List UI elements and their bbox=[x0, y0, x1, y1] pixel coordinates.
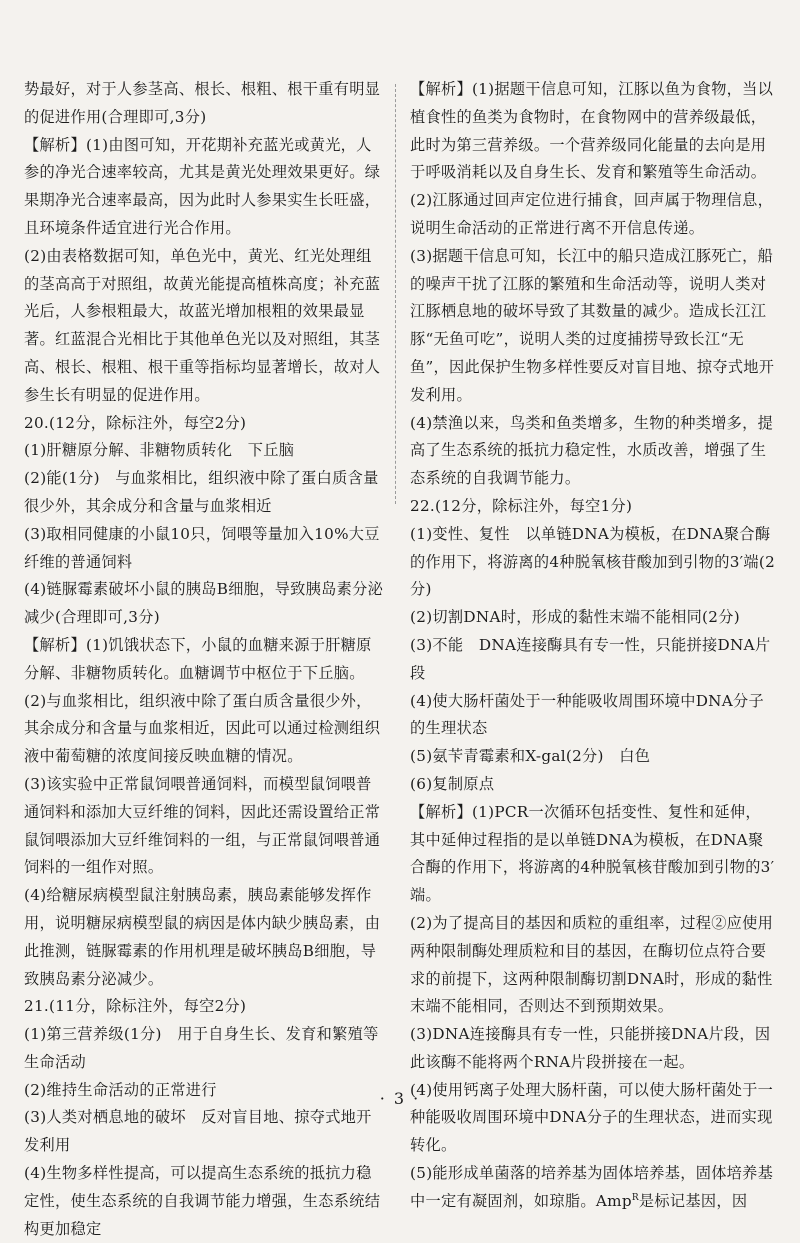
column-divider bbox=[395, 84, 396, 504]
answer-item: (5)氨苄青霉素和X-gal(2分) 白色 bbox=[410, 747, 651, 766]
paragraph-last bbox=[410, 1160, 776, 1216]
paragraph: (3)该实验中正常鼠饲喂普通饲料，而模型鼠饲喂普通饲料和添加大豆纤维的饲料，因此还需设置给正常鼠饲喂添加大豆纤维饲料的一组，与正常鼠饲喂普通饲料的一组作对照。 bbox=[24, 774, 381, 877]
analysis-paragraph: 【解析】(1)PCR一次循环包括变性、复性和延伸，其中延伸过程指的是以单链DNA为模板，在DNA聚合酶的作用下，将游离的4种脱氧核苷酸加到引物的3′端。 bbox=[410, 802, 775, 905]
answer-item: (4)生物多样性提高，可以提高生态系统的抵抗力稳定性，使生态系统的自我调节能力增强，生态系统结构更加稳定 bbox=[24, 1164, 381, 1238]
paragraph: (4)给糖尿病模型鼠注射胰岛素，胰岛素能够发挥作用，说明糖尿病模型鼠的病因是体内缺少胰岛素，由此推测，链脲霉素的作用机理是破坏胰岛B细胞，导致胰岛素分泌减少。 bbox=[24, 886, 381, 988]
answer-item: (1)第三营养级(1分) 用于自身生长、发育和繁殖等生命活动 bbox=[24, 1025, 379, 1071]
question-20-header: 20.(12分，除标注外，每空2分) bbox=[24, 413, 247, 432]
paragraph: 势最好，对于人参茎高、根长、根粗、根干重有明显的促进作用(合理即可,3分) bbox=[24, 80, 381, 126]
paragraph: (2)由表格数据可知，单色光中，黄光、红光处理组的茎高高于对照组，故黄光能提高植株高度；补充蓝光后，人参根粗最大，故蓝光增加根粗的效果最显著。红蓝混合光相比于其他单色光以及对照组，其茎高、根长、根粗、根干重等指标均显著增长，故对人参生长有明显的促进作用。 bbox=[24, 246, 381, 404]
question-22-header: 22.(12分，除标注外，每空1分) bbox=[410, 496, 633, 515]
answer-item: (2)能(1分) 与血浆相比，组织液中除了蛋白质含量很少外，其余成分和含量与血浆相近 bbox=[24, 469, 379, 515]
answer-item: (2)维持生命活动的正常进行 bbox=[24, 1080, 217, 1099]
answer-item: (6)复制原点 bbox=[410, 774, 495, 793]
analysis-paragraph: 【解析】(1)据题干信息可知，江豚以鱼为食物，当以植食性的鱼类为食物时，在食物网中的营养级最低，此时为第三营养级。一个营养级同化能量的去向是用于呼吸消耗以及自身生长、发育和繁殖等生命活动。 bbox=[410, 80, 774, 182]
paragraph: (4)使用钙离子处理大肠杆菌，可以使大肠杆菌处于一种能吸收周围环境中DNA分子的生理状态，进而实现转化。 bbox=[410, 1080, 774, 1155]
question-21-header: 21.(11分，除标注外，每空2分) bbox=[24, 997, 247, 1016]
page-number: · 3 · bbox=[379, 1089, 421, 1108]
answer-item: (3)人类对栖息地的破坏 反对盲目地、掠夺式地开发利用 bbox=[24, 1108, 372, 1155]
paragraph: (3)DNA连接酶具有专一性，只能拼接DNA片段，因此该酶不能将两个RNA片段拼接在一起。 bbox=[410, 1025, 771, 1071]
paragraph: (4)禁渔以来，鸟类和鱼类增多，生物的种类增多，提高了生态系统的抵抗力稳定性，水质改善，增强了生态系统的自我调节能力。 bbox=[410, 413, 774, 488]
text-run: (5)能形成单菌落的培养基为固体培养基，固体培养基中一定有凝固剂，如琼脂。Amp bbox=[410, 1164, 774, 1210]
answer-item: (3)不能 DNA连接酶具有专一性，只能拼接DNA片段 bbox=[410, 635, 771, 682]
answer-item: (1)变性、复性 以单链DNA为模板，在DNA聚合酶的作用下，将游离的4种脱氧核苷酸加到引物的3′端(2分) bbox=[410, 524, 776, 599]
paragraph: (2)江豚通过回声定位进行捕食，回声属于物理信息，说明生命活动的正常进行离不开信息传递。 bbox=[410, 191, 774, 237]
answer-item: (3)取相同健康的小鼠10只，饲喂等量加入10%大豆纤维的普通饲料 bbox=[24, 524, 380, 571]
answer-item: (4)链脲霉素破坏小鼠的胰岛B细胞，导致胰岛素分泌减少(合理即可,3分) bbox=[24, 580, 384, 627]
analysis-paragraph: 【解析】(1)饥饿状态下，小鼠的血糖来源于肝糖原分解、非糖物质转化。血糖调节中枢位于下丘脑。 bbox=[24, 635, 372, 682]
left-column bbox=[24, 76, 384, 1243]
paragraph: (3)据题干信息可知，长江中的船只造成江豚死亡，船的噪声干扰了江豚的繁殖和生命活动等，说明人类对江豚栖息地的破坏导致了其数量的减少。造成长江江豚“无鱼可吃”，说明人类的过度捕捞导致长江“无鱼”，因此保护生物多样性要反对盲目地、掠夺式地开发利用。 bbox=[410, 246, 775, 404]
paragraph: (2)为了提高目的基因和质粒的重组率，过程②应使用两种限制酶处理质粒和目的基因，在酶切位点符合要求的前提下，这两种限制酶切割DNA时，形成的黏性末端不能相同，否则达不到预期效果。 bbox=[410, 913, 774, 1016]
superscript: R bbox=[631, 1192, 639, 1203]
paragraph: (2)与血浆相比，组织液中除了蛋白质含量很少外，其余成分和含量与血浆相近，因此可以通过检测组织液中葡萄糖的浓度间接反映血糖的情况。 bbox=[24, 691, 381, 766]
right-column bbox=[410, 76, 776, 1216]
text-run: 是标记基因，因 bbox=[638, 1191, 748, 1210]
analysis-paragraph: 【解析】(1)由图可知，开花期补充蓝光或黄光，人参的净光合速率较高，尤其是黄光处理效果更好。绿果期净光合速率最高，因为此时人参果实生长旺盛，且环境条件适宜进行光合作用。 bbox=[24, 135, 381, 237]
answer-item: (1)肝糖原分解、非糖物质转化 下丘脑 bbox=[24, 441, 295, 460]
answer-item: (2)切割DNA时，形成的黏性末端不能相同(2分) bbox=[410, 608, 740, 627]
answer-item: (4)使大肠杆菌处于一种能吸收周围环境中DNA分子的生理状态 bbox=[410, 691, 765, 738]
